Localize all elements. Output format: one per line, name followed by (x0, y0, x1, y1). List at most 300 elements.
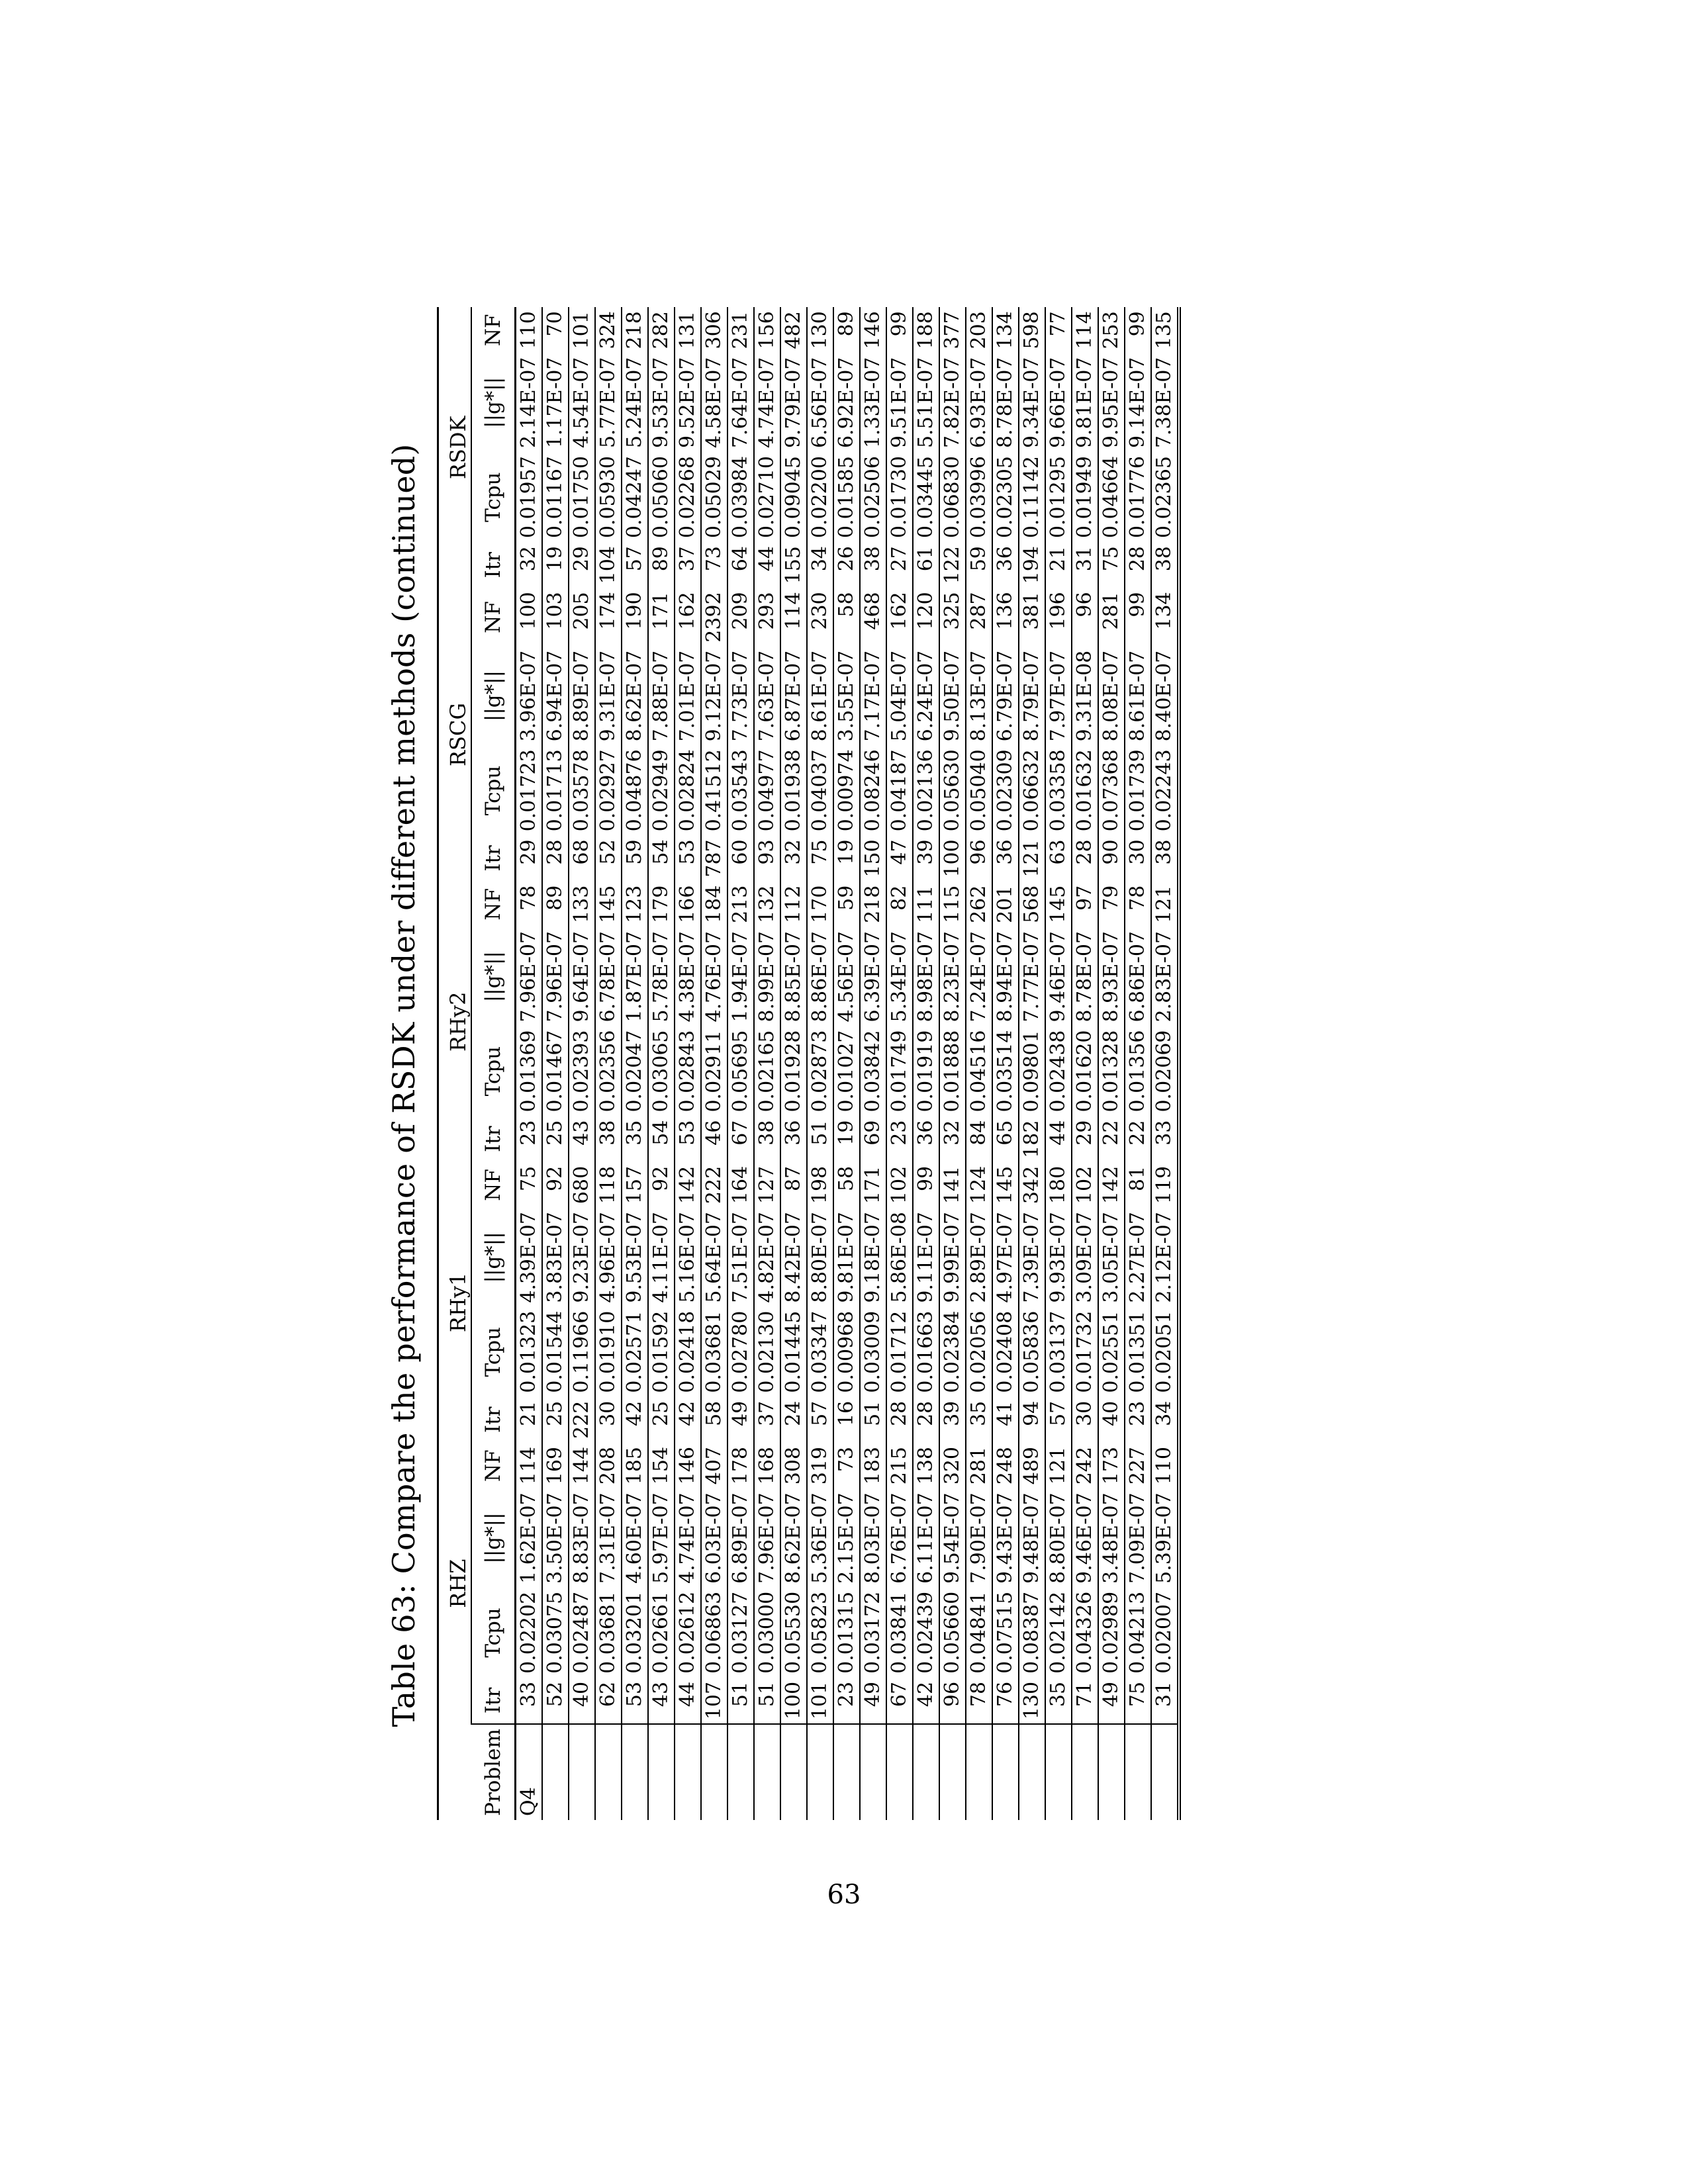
table-cell: 208 (595, 1443, 622, 1488)
table-cell: 0.03445 (913, 452, 939, 542)
table-cell: 75 (1125, 1678, 1151, 1724)
table-cell: 8.78E-07 (992, 353, 1019, 452)
table-cell: 0.04213 (1125, 1588, 1151, 1678)
table-cell: 8.61E-07 (807, 647, 833, 746)
table-cell: 145 (1045, 882, 1072, 927)
table-cell: 142 (675, 1162, 701, 1208)
table-cell: 146 (860, 307, 886, 353)
table-cell: 222 (569, 1397, 595, 1443)
table-cell: 30 (1072, 1397, 1098, 1443)
table-cell: 0.04516 (966, 1026, 992, 1116)
table-cell: 171 (648, 588, 675, 646)
table-cell: 6.87E-07 (780, 647, 807, 746)
table-cell: 0.07515 (992, 1588, 1019, 1678)
table-cell: 8.42E-07 (780, 1208, 807, 1307)
table-cell: 0.01749 (886, 1026, 913, 1116)
table-cell: 46 (701, 1116, 727, 1162)
table-cell: 99 (886, 307, 913, 353)
table-cell: 111 (913, 882, 939, 927)
table-cell: 24 (780, 1397, 807, 1443)
table-cell: 44 (1045, 1116, 1072, 1162)
table-cell: 0.05029 (701, 452, 727, 542)
table-cell: 218 (860, 882, 886, 927)
table-cell: 0.04977 (754, 745, 780, 835)
table-cell: 102 (1072, 1162, 1098, 1208)
table-cell: 5.24E-07 (622, 353, 648, 452)
table-cell: 0.03514 (992, 1026, 1019, 1116)
table-cell: 99 (1125, 588, 1151, 646)
table-cell: 0.01467 (542, 1026, 569, 1116)
table-cell: 482 (780, 307, 807, 353)
table-cell: 7.90E-07 (966, 1488, 992, 1588)
table-row (992, 307, 1019, 1820)
table-row (542, 307, 569, 1820)
table-cell: 65 (992, 1116, 1019, 1162)
table-cell: 180 (1045, 1162, 1072, 1208)
table-cell: 54 (648, 1116, 675, 1162)
table-cell: 0.05930 (595, 452, 622, 542)
table-cell: 96 (939, 1678, 966, 1724)
table-cell: 0.03996 (966, 452, 992, 542)
table-cell: 78 (1125, 882, 1151, 927)
table-cell: 38 (1151, 542, 1179, 588)
table-cell: 0.04247 (622, 452, 648, 542)
table-cell: 77 (1045, 307, 1072, 353)
problem-cell (1098, 1724, 1125, 1820)
table-row (754, 307, 780, 1820)
table-cell: 0.02506 (860, 452, 886, 542)
table-cell: 9.31E-08 (1072, 647, 1098, 746)
table-cell: 8.98E-07 (913, 927, 939, 1026)
table-cell: 0.02780 (727, 1307, 754, 1397)
table-cell: 230 (807, 588, 833, 646)
table-cell: 0.02309 (992, 745, 1019, 835)
table-body (516, 307, 1180, 1820)
table-cell: 59 (833, 882, 860, 927)
table-cell: 0.09801 (1019, 1026, 1045, 1116)
table-cell: 22 (1098, 1116, 1125, 1162)
table-cell: 185 (622, 1443, 648, 1488)
table-cell: 100 (516, 588, 543, 646)
table-cell: 67 (886, 1678, 913, 1724)
table-cell: 110 (516, 307, 543, 353)
table-cell: 6.24E-07 (913, 647, 939, 746)
table-cell: 38 (754, 1116, 780, 1162)
table-cell: 58 (701, 1397, 727, 1443)
table-cell: 2.15E-07 (833, 1488, 860, 1588)
group-header-rhy1: RHy1 (438, 1162, 472, 1443)
table-cell: 4.11E-07 (648, 1208, 675, 1307)
table-cell: 36 (992, 542, 1019, 588)
problem-cell (1125, 1724, 1151, 1820)
table-cell: 0.03075 (542, 1588, 569, 1678)
table-cell: 31 (1151, 1678, 1179, 1724)
table-cell: 308 (780, 1443, 807, 1488)
table-cell: 0.01323 (516, 1307, 543, 1397)
table-cell: 41 (992, 1397, 1019, 1443)
table-cell: 0.02843 (675, 1026, 701, 1116)
table-cell: 0.05060 (648, 452, 675, 542)
table-cell: 0.02200 (807, 452, 833, 542)
table-cell: 0.02661 (648, 1588, 675, 1678)
table-cell: 32 (780, 835, 807, 881)
table-cell: 183 (860, 1443, 886, 1488)
table-cell: 37 (754, 1397, 780, 1443)
table-cell: 0.01919 (913, 1026, 939, 1116)
table-cell: 114 (516, 1443, 543, 1488)
table-cell: 188 (913, 307, 939, 353)
table-cell: 8.08E-07 (1098, 647, 1125, 746)
table-row (860, 307, 886, 1820)
table-cell: 8.99E-07 (754, 927, 780, 1026)
table-cell: 0.01356 (1125, 1026, 1151, 1116)
table-cell: 0.02824 (675, 745, 701, 835)
table-cell: 150 (860, 835, 886, 881)
table-cell: 287 (966, 588, 992, 646)
problem-cell (595, 1724, 622, 1820)
table-cell: 0.02069 (1151, 1026, 1179, 1116)
table-cell: 203 (966, 307, 992, 353)
problem-cell (675, 1724, 701, 1820)
table-cell: 28 (1072, 835, 1098, 881)
table-cell: 4.54E-07 (569, 353, 595, 452)
table-cell: 76 (992, 1678, 1019, 1724)
table-cell: 213 (727, 882, 754, 927)
table-cell: 164 (727, 1162, 754, 1208)
table-cell: 38 (595, 1116, 622, 1162)
table-cell: 73 (833, 1443, 860, 1488)
table-cell: 100 (939, 835, 966, 881)
table-row (1151, 307, 1179, 1820)
table-cell: 9.34E-07 (1019, 353, 1045, 452)
table-cell: 215 (886, 1443, 913, 1488)
table-cell: 9.81E-07 (833, 1208, 860, 1307)
column-header: Tcpu (481, 1608, 505, 1658)
table-cell: 101 (569, 307, 595, 353)
table-cell: 119 (1151, 1162, 1179, 1208)
table-cell: 53 (675, 835, 701, 881)
table-cell: 34 (807, 542, 833, 588)
table-cell: 118 (595, 1162, 622, 1208)
table-cell: 0.02873 (807, 1026, 833, 1116)
table-cell: 0.02551 (1098, 1307, 1125, 1397)
table-cell: 5.34E-07 (886, 927, 913, 1026)
table-cell: 0.02007 (1151, 1588, 1179, 1678)
problem-cell (966, 1724, 992, 1820)
table-cell: 31 (1072, 542, 1098, 588)
table-cell: 89 (542, 882, 569, 927)
table-cell: 155 (780, 542, 807, 588)
table-row (886, 307, 913, 1820)
table-cell: 0.04326 (1072, 1588, 1098, 1678)
table-cell: 40 (569, 1678, 595, 1724)
table-cell: 9.81E-07 (1072, 353, 1098, 452)
table-cell: 61 (913, 542, 939, 588)
table-cell: 9.46E-07 (1045, 927, 1072, 1026)
table-cell: 0.00968 (833, 1307, 860, 1397)
table-cell: 3.96E-07 (516, 647, 543, 746)
table-cell: 174 (595, 588, 622, 646)
table-cell: 0.05695 (727, 1026, 754, 1116)
table-cell: 156 (754, 307, 780, 353)
table-cell: 0.05630 (939, 745, 966, 835)
table-cell: 0.06863 (701, 1588, 727, 1678)
table-cell: 67 (727, 1116, 754, 1162)
table-cell: 179 (648, 882, 675, 927)
table-cell: 28 (886, 1397, 913, 1443)
table-cell: 32 (939, 1116, 966, 1162)
table-cell: 489 (1019, 1443, 1045, 1488)
table-cell: 82 (886, 882, 913, 927)
table-cell: 190 (622, 588, 648, 646)
table-cell: 0.01730 (886, 452, 913, 542)
table-cell: 0.03841 (886, 1588, 913, 1678)
column-header: ||g*|| (481, 377, 505, 428)
table-row (780, 307, 807, 1820)
table-cell: 8.89E-07 (569, 647, 595, 746)
table-cell: 5.36E-07 (807, 1488, 833, 1588)
table-cell: 9.43E-07 (992, 1488, 1019, 1588)
table-cell: 281 (1098, 588, 1125, 646)
problem-cell (1019, 1724, 1045, 1820)
table-cell: 0.08387 (1019, 1588, 1045, 1678)
table-cell: 198 (807, 1162, 833, 1208)
column-header: NF (481, 601, 505, 633)
table-cell: 8.94E-07 (992, 927, 1019, 1026)
table-cell: 6.39E-07 (860, 927, 886, 1026)
table-cell: 3.83E-07 (542, 1208, 569, 1307)
table-cell: 122 (939, 542, 966, 588)
table-cell: 29 (569, 542, 595, 588)
table-cell: 377 (939, 307, 966, 353)
table-cell: 138 (913, 1443, 939, 1488)
table-cell: 4.97E-07 (992, 1208, 1019, 1307)
table-cell: 468 (860, 588, 886, 646)
table-cell: 44 (675, 1678, 701, 1724)
table-cell: 0.02142 (1045, 1588, 1072, 1678)
table-cell: 103 (542, 588, 569, 646)
table-cell: 0.02165 (754, 1026, 780, 1116)
table-cell: 93 (754, 835, 780, 881)
table-cell: 8.13E-07 (966, 647, 992, 746)
table-cell: 0.02911 (701, 1026, 727, 1116)
table-row (966, 307, 992, 1820)
table-cell: 84 (966, 1116, 992, 1162)
column-header: NF (481, 887, 505, 921)
table-cell: 8.40E-07 (1151, 647, 1179, 746)
table-cell: 7.96E-07 (542, 927, 569, 1026)
table-cell: 0.03543 (727, 745, 754, 835)
problem-cell (1151, 1724, 1179, 1820)
table-cell: 43 (569, 1116, 595, 1162)
table-cell: 281 (966, 1443, 992, 1488)
table-cell: 136 (992, 588, 1019, 646)
column-header: Tcpu (481, 1046, 505, 1097)
table-cell: 28 (913, 1397, 939, 1443)
table-cell: 168 (754, 1443, 780, 1488)
table-row (727, 307, 754, 1820)
table-cell: 787 (701, 835, 727, 881)
table-cell: 23 (833, 1678, 860, 1724)
table-cell: 42 (675, 1397, 701, 1443)
table-cell: 0.11142 (1019, 452, 1045, 542)
table-cell: 7.97E-07 (1045, 647, 1072, 746)
table-row (675, 307, 701, 1820)
table-cell: 7.17E-07 (860, 647, 886, 746)
table-cell: 0.01544 (542, 1307, 569, 1397)
table-cell: 4.74E-07 (754, 353, 780, 452)
table-cell: 3.48E-07 (1098, 1488, 1125, 1588)
table-cell: 36 (780, 1116, 807, 1162)
table-cell: 145 (595, 882, 622, 927)
table-cell: 22 (1125, 1116, 1151, 1162)
table-cell: 182 (1019, 1116, 1045, 1162)
table-cell: 598 (1019, 307, 1045, 353)
table-cell: 3.50E-07 (542, 1488, 569, 1588)
table-cell: 49 (727, 1397, 754, 1443)
table-row (1045, 307, 1072, 1820)
table-cell: 325 (939, 588, 966, 646)
column-header: Tcpu (481, 765, 505, 816)
table-cell: 57 (622, 542, 648, 588)
table-row (833, 307, 860, 1820)
table-cell: 0.02571 (622, 1307, 648, 1397)
table-cell: 38 (1151, 835, 1179, 881)
table-cell: 8.62E-07 (622, 647, 648, 746)
table-cell: 2.12E-07 (1151, 1208, 1179, 1307)
table-cell: 253 (1098, 307, 1125, 353)
table-row (1098, 307, 1125, 1820)
table-cell: 52 (542, 1678, 569, 1724)
table-cell: 0.09045 (780, 452, 807, 542)
table-cell: 43 (648, 1678, 675, 1724)
table-cell: 19 (833, 1116, 860, 1162)
table-cell: 102 (886, 1162, 913, 1208)
table-cell: 8.61E-07 (1125, 647, 1151, 746)
column-header: Itr (471, 1678, 516, 1724)
column-header: ||g*|| (481, 670, 505, 722)
table-cell: 0.02384 (939, 1307, 966, 1397)
table-cell: 6.11E-07 (913, 1488, 939, 1588)
table-cell: 73 (701, 542, 727, 588)
table-cell: 7.24E-07 (966, 927, 992, 1026)
table-cell: 0.02356 (595, 1026, 622, 1116)
table-cell: 6.93E-07 (966, 353, 992, 452)
table-cell: 144 (569, 1443, 595, 1488)
table-cell: 0.05530 (780, 1588, 807, 1678)
table-cell: 9.95E-07 (1098, 353, 1125, 452)
table-cell: 97 (1072, 882, 1098, 927)
table-cell: 134 (1151, 588, 1179, 646)
table-cell: 26 (833, 542, 860, 588)
table-cell: 89 (648, 542, 675, 588)
table-cell: 0.04664 (1098, 452, 1125, 542)
table-cell: 19 (833, 835, 860, 881)
group-header-rscg: RSCG (438, 588, 472, 881)
table-cell: 162 (886, 588, 913, 646)
table-cell: 218 (622, 307, 648, 353)
table-cell: 5.77E-07 (595, 353, 622, 452)
table-cell: 58 (833, 1162, 860, 1208)
rotated-table-block (371, 311, 1251, 1820)
table-cell: 162 (675, 588, 701, 646)
table-cell: 169 (542, 1443, 569, 1488)
problem-cell (1045, 1724, 1072, 1820)
table-cell: 8.23E-07 (939, 927, 966, 1026)
table-cell: 87 (780, 1162, 807, 1208)
table-cell: 0.04876 (622, 745, 648, 835)
table-cell: 324 (595, 307, 622, 353)
table-row (622, 307, 648, 1820)
table-cell: 8.79E-07 (1019, 647, 1045, 746)
table-cell: 680 (569, 1162, 595, 1208)
table-cell: 115 (939, 882, 966, 927)
table-cell: 6.03E-07 (701, 1488, 727, 1588)
problem-cell (833, 1724, 860, 1820)
table-cell: 0.01888 (939, 1026, 966, 1116)
column-header: Itr (481, 1126, 505, 1152)
group-header-rsdk: RSDK (438, 307, 472, 588)
table-cell: 25 (648, 1397, 675, 1443)
table-cell: 0.01445 (780, 1307, 807, 1397)
column-header-row (471, 307, 516, 1820)
table-cell: 121 (1151, 882, 1179, 927)
table-cell: 123 (622, 882, 648, 927)
table-cell: 100 (780, 1678, 807, 1724)
table-cell: 9.18E-07 (860, 1208, 886, 1307)
table-cell: 28 (542, 835, 569, 881)
table-cell: 101 (807, 1678, 833, 1724)
table-cell: 59 (622, 835, 648, 881)
table-cell: 166 (675, 882, 701, 927)
table-cell: 4.60E-07 (622, 1488, 648, 1588)
table-cell: 9.79E-07 (780, 353, 807, 452)
table-cell: 28 (1125, 542, 1151, 588)
table-cell: 7.63E-07 (754, 647, 780, 746)
table-cell: 7.73E-07 (727, 647, 754, 746)
table-cell: 7.39E-07 (1019, 1208, 1045, 1307)
table-cell: 1.33E-07 (860, 353, 886, 452)
table-cell: 71 (1072, 1678, 1098, 1724)
table-cell: 79 (1098, 882, 1125, 927)
column-header: Itr (481, 845, 505, 872)
problem-cell (913, 1724, 939, 1820)
table-row (1072, 307, 1098, 1820)
table-cell: 51 (754, 1678, 780, 1724)
table-cell: 23 (886, 1116, 913, 1162)
table-cell: 23 (516, 1116, 543, 1162)
table-cell: 134 (992, 307, 1019, 353)
table-cell: 49 (860, 1678, 886, 1724)
table-cell: 0.06632 (1019, 745, 1045, 835)
group-header-rhz: RHZ (438, 1443, 472, 1724)
table-cell: 2.14E-07 (516, 353, 543, 452)
table-cell: 53 (622, 1678, 648, 1724)
table-cell: 6.79E-07 (992, 647, 1019, 746)
table-cell: 0.01776 (1125, 452, 1151, 542)
table-cell: 6.78E-07 (595, 927, 622, 1026)
table-cell: 96 (966, 835, 992, 881)
table-cell: 4.74E-07 (675, 1488, 701, 1588)
table-cell: 196 (1045, 588, 1072, 646)
table-cell: 7.96E-07 (754, 1488, 780, 1588)
table-cell: 6.89E-07 (727, 1488, 754, 1588)
table-cell: 21 (1045, 542, 1072, 588)
table-cell: 0.03842 (860, 1026, 886, 1116)
table-cell: 9.54E-07 (939, 1488, 966, 1588)
table-cell: 35 (966, 1397, 992, 1443)
table-cell: 62 (595, 1678, 622, 1724)
